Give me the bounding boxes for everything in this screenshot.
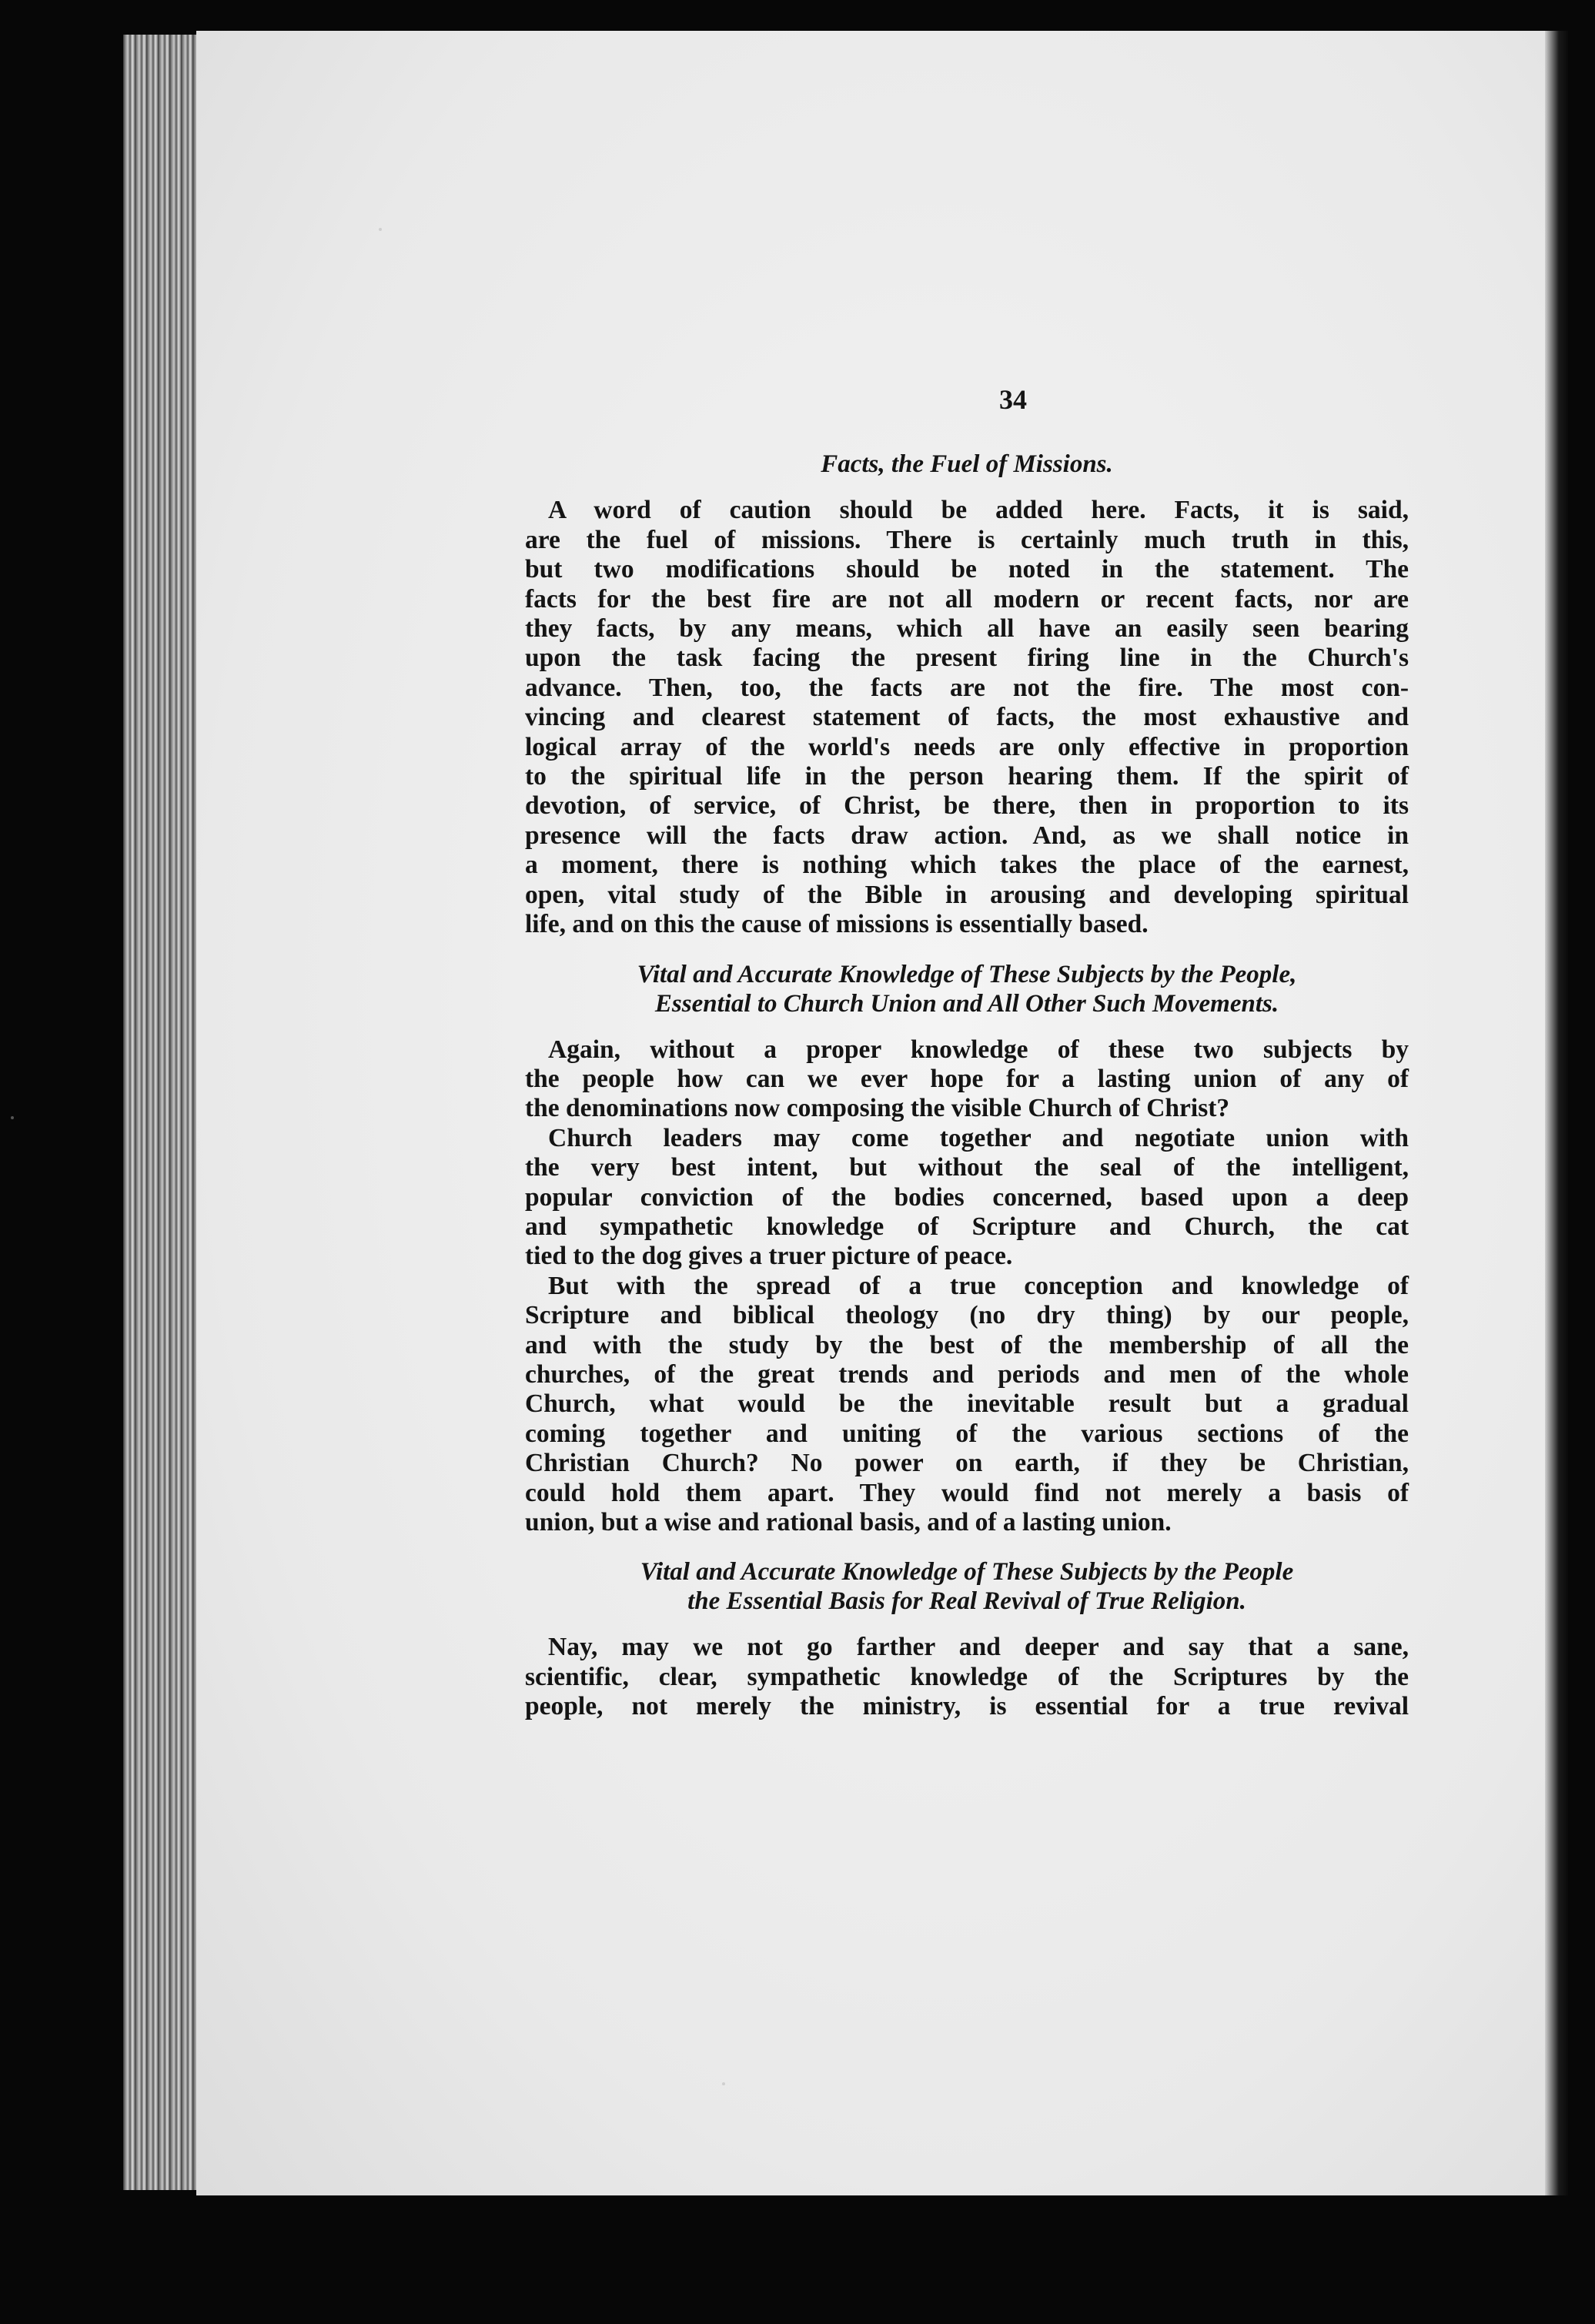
text-line: open, vital study of the Bible in arousing and developing spiritual	[525, 880, 1409, 909]
text-line: upon the task facing the present firing line in the Church's	[525, 644, 1409, 673]
scan-speck	[722, 2082, 725, 2085]
text-line: logical array of the world's needs are only effective in proportion	[525, 732, 1409, 761]
section-heading	[525, 1557, 1409, 1616]
text-line: Nay, may we not go farther and deeper and say that a sane,	[548, 1633, 1409, 1662]
scan-speck	[379, 228, 382, 231]
text-line: to the spiritual life in the person hearing them. If the spirit of	[525, 762, 1409, 791]
text-line: churches, of the great trends and periods and men of the whole	[525, 1359, 1409, 1389]
heading-line: Facts, the Fuel of Missions.	[821, 450, 1113, 479]
heading-line: Vital and Accurate Knowledge of These Subjects by the People,	[637, 960, 1297, 988]
text-line: they facts, by any means, which all have an easily seen bearing	[525, 614, 1409, 644]
heading-line: Vital and Accurate Knowledge of These Subjects by the People	[640, 1558, 1294, 1587]
text-line: the people how can we ever hope for a lasting union of any of	[525, 1064, 1409, 1093]
text-line: but two modifications should be noted in the statement. The	[525, 555, 1409, 584]
text-line: But with the spread of a true conception and knowledge of	[548, 1271, 1409, 1300]
heading-line: the Essential Basis for Real Revival of True Religion.	[687, 1587, 1246, 1616]
text-line: coming together and uniting of the various sections of the	[525, 1419, 1409, 1448]
section-gap	[525, 940, 1409, 960]
text-line: life, and on this the cause of missions is essentially based.	[525, 910, 1149, 939]
page-number: 34	[999, 384, 1027, 415]
sections-container	[525, 450, 1409, 1721]
text-line: the denominations now composing the visible Church of Christ?	[525, 1094, 1230, 1123]
text-line: advance. Then, too, the facts are not the fire. The most con-	[525, 673, 1409, 702]
text-line: and with the study by the best of the membership of all the	[525, 1330, 1409, 1359]
book-page-edges	[123, 35, 199, 2190]
text-line: and sympathetic knowledge of Scripture and Church, the cat	[525, 1212, 1409, 1241]
section-heading	[525, 450, 1409, 479]
section-gap	[525, 1537, 1409, 1557]
text-line: devotion, of service, of Christ, be there, then in proportion to its	[525, 791, 1409, 821]
body-paragraph	[525, 496, 1409, 939]
text-line: Church, what would be the inevitable result but a gradual	[525, 1389, 1409, 1419]
text-line: union, but a wise and rational basis, and of a lasting union.	[525, 1508, 1172, 1537]
text-line: a moment, there is nothing which takes the place of the earnest,	[525, 851, 1409, 880]
heading-line: Essential to Church Union and All Other Such Movements.	[654, 989, 1279, 1018]
section-heading	[525, 960, 1409, 1018]
text-line: vincing and clearest statement of facts, the most exhaustive and	[525, 703, 1409, 732]
text-line: are the fuel of missions. There is certainly much truth in this,	[525, 525, 1409, 554]
page-shadow-edge	[1545, 31, 1568, 2195]
text-line: could hold them apart. They would find not merely a basis of	[525, 1478, 1409, 1507]
body-paragraph	[525, 1124, 1409, 1272]
text-line: people, not merely the ministry, is essential for a true revival	[525, 1692, 1409, 1721]
text-line: Church leaders may come together and negotiate union with	[548, 1123, 1409, 1152]
body-paragraph	[525, 1272, 1409, 1538]
body-paragraph	[525, 1633, 1409, 1721]
text-line: Christian Church? No power on earth, if they be Christian,	[525, 1449, 1409, 1478]
text-line: tied to the dog gives a truer picture of peace.	[525, 1242, 1013, 1271]
text-line: Scripture and biblical theology (no dry thing) by our people,	[525, 1301, 1409, 1330]
text-line: popular conviction of the bodies concerned, based upon a deep	[525, 1182, 1409, 1212]
scan-speck	[11, 1116, 14, 1119]
text-line: the very best intent, but without the seal of the intelligent,	[525, 1153, 1409, 1182]
page-text	[525, 385, 1409, 1722]
text-line: A word of caution should be added here. Facts, it is said,	[548, 496, 1409, 525]
body-paragraph	[525, 1035, 1409, 1124]
text-line: presence will the facts draw action. And, as we shall notice in	[525, 821, 1409, 850]
text-line: Again, without a proper knowledge of these two subjects by	[548, 1035, 1409, 1064]
text-line: facts for the best fire are not all modern or recent facts, nor are	[525, 584, 1409, 614]
text-line: scientific, clear, sympathetic knowledge of the Scriptures by the	[525, 1662, 1409, 1691]
